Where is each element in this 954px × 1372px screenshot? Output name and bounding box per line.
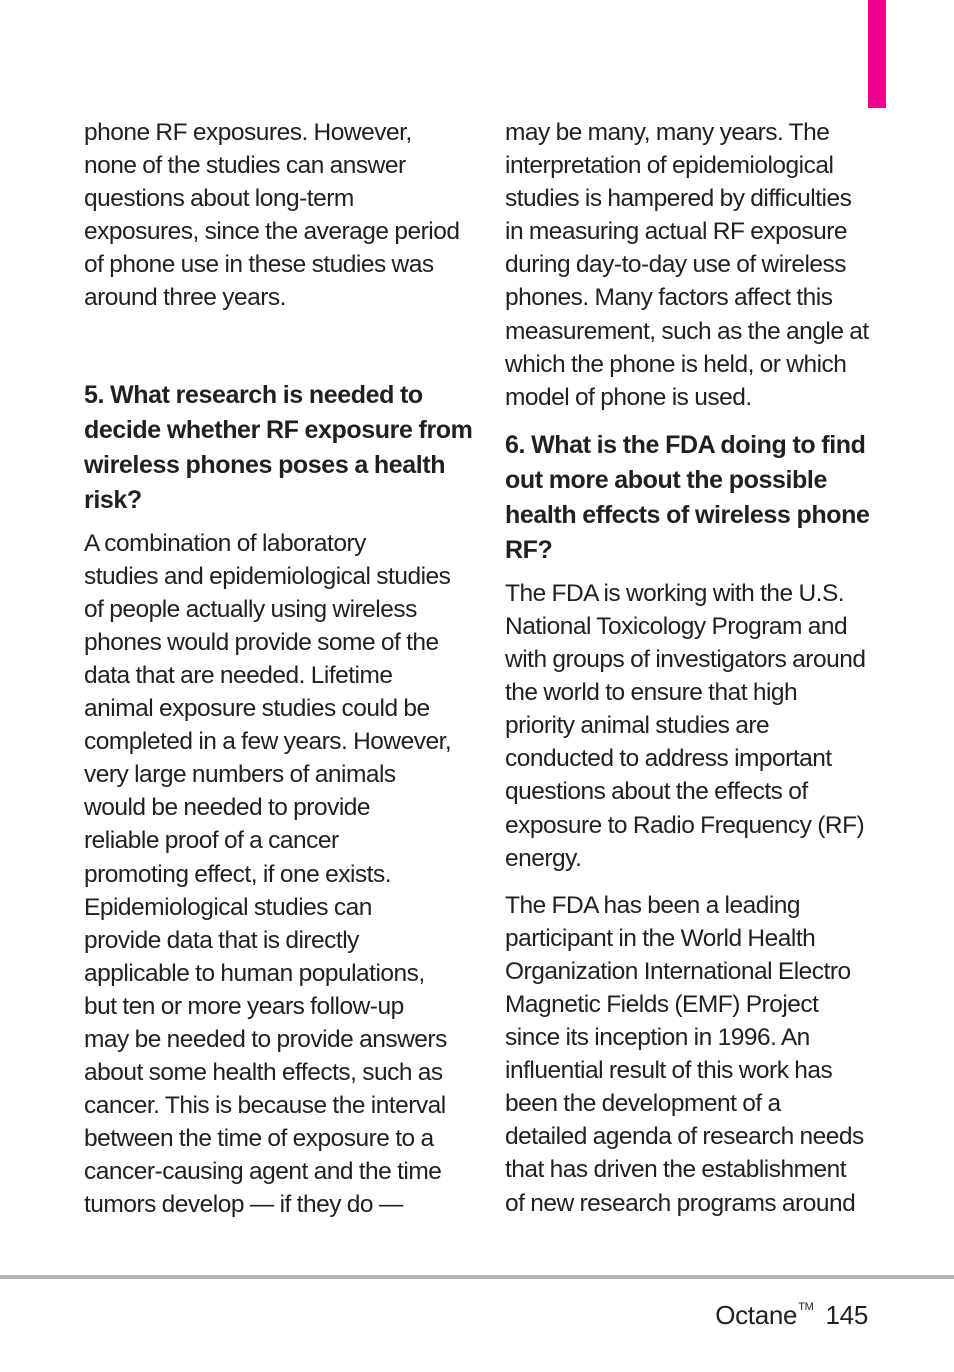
text-line: studies is hampered by difficulties <box>505 185 852 213</box>
text-line: about some health effects, such as <box>84 1059 443 1087</box>
text-line: would be needed to provide <box>84 794 371 822</box>
text-line: risk? <box>84 485 142 514</box>
text-line: applicable to human populations, <box>84 959 425 987</box>
text-line: participant in the World Health <box>505 924 816 952</box>
text-line: Organization International Electro <box>505 957 851 985</box>
text-line: exposures, since the average period <box>84 218 460 246</box>
text-line: animal exposure studies could be <box>84 695 430 723</box>
text-line: The FDA has been a leading <box>505 891 801 919</box>
text-line: in measuring actual RF exposure <box>505 218 848 246</box>
text-line: cancer-causing agent and the time <box>84 1158 442 1186</box>
text-line: of people actually using wireless <box>84 595 417 623</box>
answer-6-paragraph-2 <box>505 889 871 1220</box>
page-footer <box>715 1290 868 1332</box>
text-line: phones would provide some of the <box>84 628 439 656</box>
answer-5-paragraph <box>84 527 452 1222</box>
text-line: between the time of exposure to a <box>84 1125 434 1153</box>
text-line: health effects of wireless phone <box>505 500 870 529</box>
text-line: completed in a few years. However, <box>84 728 452 756</box>
continued-paragraph <box>505 116 871 414</box>
text-line: promoting effect, if one exists. <box>84 860 392 888</box>
text-line: during day-to-day use of wireless <box>505 251 847 279</box>
text-line: the world to ensure that high <box>505 679 798 707</box>
text-line: tumors develop — if they do — <box>84 1191 403 1219</box>
text-line: influential result of this work has <box>505 1057 833 1085</box>
text-line: very large numbers of animals <box>84 761 396 789</box>
text-line: The FDA is working with the U.S. <box>505 579 845 607</box>
trademark-symbol: TM <box>798 1301 814 1313</box>
text-line: reliable proof of a cancer <box>84 827 339 855</box>
text-line: around three years. <box>84 284 286 312</box>
text-line: interpretation of epidemiological <box>505 152 834 180</box>
text-line: RF? <box>505 535 553 564</box>
text-line: which the phone is held, or which <box>505 350 847 378</box>
intro-paragraph <box>84 116 460 315</box>
answer-6-paragraph-1 <box>505 577 871 875</box>
text-line: none of the studies can answer <box>84 152 406 180</box>
text-line: studies and epidemiological studies <box>84 562 451 590</box>
page-number: 145 <box>825 1300 868 1330</box>
text-line: 5. What research is needed to <box>84 380 423 409</box>
text-line: that has driven the establishment <box>505 1156 847 1184</box>
text-line: Epidemiological studies can <box>84 893 372 921</box>
text-line: provide data that is directly <box>84 926 359 954</box>
text-line: wireless phones poses a health <box>84 450 446 479</box>
text-line: National Toxicology Program and <box>505 612 848 640</box>
product-name: Octane <box>715 1300 798 1330</box>
right-column <box>505 116 871 1220</box>
text-line: energy. <box>505 844 582 872</box>
section-tab-marker <box>868 0 886 108</box>
text-line: A combination of laboratory <box>84 529 366 557</box>
text-line: may be needed to provide answers <box>84 1025 447 1053</box>
text-line: been the development of a <box>505 1090 781 1118</box>
text-line: of phone use in these studies was <box>84 251 434 279</box>
left-column <box>84 116 473 1222</box>
text-line: with groups of investigators around <box>505 646 866 674</box>
text-line: conducted to address important <box>505 745 832 773</box>
text-line: priority animal studies are <box>505 712 770 740</box>
text-line: may be many, many years. The <box>505 119 830 146</box>
text-line: questions about the effects of <box>505 778 808 806</box>
text-line: data that are needed. Lifetime <box>84 661 393 689</box>
text-line: 6. What is the FDA doing to find <box>505 430 866 459</box>
text-line: of new research programs around <box>505 1189 856 1217</box>
text-line: out more about the possible <box>505 465 827 494</box>
text-line: measurement, such as the angle at <box>505 317 869 345</box>
text-line: questions about long-term <box>84 185 354 213</box>
text-line: Magnetic Fields (EMF) Project <box>505 990 819 1018</box>
text-line: phones. Many factors affect this <box>505 284 833 312</box>
text-line: phone RF exposures. However, <box>84 119 412 146</box>
text-line: cancer. This is because the interval <box>84 1092 446 1120</box>
text-line: since its inception in 1996. An <box>505 1024 810 1052</box>
text-line: detailed agenda of research needs <box>505 1123 864 1151</box>
question-6-heading <box>505 428 871 568</box>
footer-rule <box>0 1275 954 1279</box>
question-5-heading <box>84 378 473 518</box>
text-line: exposure to Radio Frequency (RF) <box>505 811 865 839</box>
text-line: but ten or more years follow-up <box>84 992 404 1020</box>
text-line: decide whether RF exposure from <box>84 415 473 444</box>
text-line: model of phone is used. <box>505 383 752 411</box>
